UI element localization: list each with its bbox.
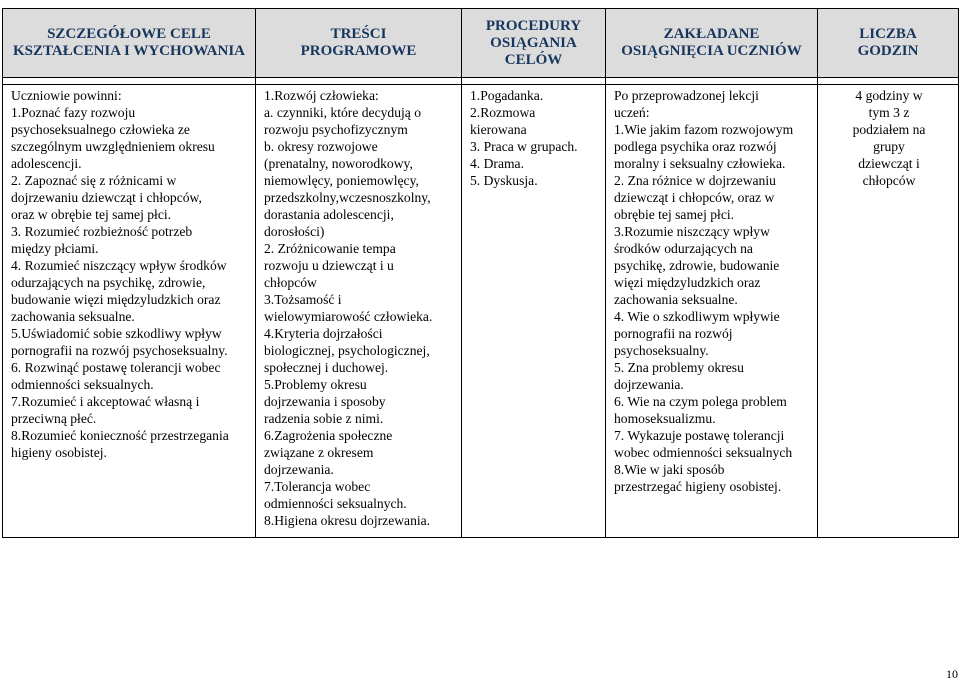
contents-line: dorastania adolescencji, — [264, 207, 394, 222]
header-spacer-row — [3, 78, 959, 85]
contents-line: chłopców — [264, 275, 317, 290]
contents-line: biologicznej, psychologicznej, — [264, 343, 430, 358]
contents-line: 8.Higiena okresu dojrzewania. — [264, 513, 431, 528]
header-line: PROGRAMOWE — [300, 43, 417, 59]
contents-line: (prenatalny, noworodkowy, — [264, 156, 413, 171]
hours-line: 4 godziny w — [855, 88, 923, 103]
outcomes-line: 7. Wykazuje postawę tolerancji — [614, 428, 785, 443]
goals-line: pornografii na rozwój psychoseksualny. — [11, 343, 228, 358]
contents-line: rozwoju psychofizycznym — [264, 122, 408, 137]
contents-line: 3.Tożsamość i — [264, 292, 342, 307]
outcomes-line: 5. Zna problemy okresu — [614, 360, 744, 375]
contents-line: związane z okresem — [264, 445, 374, 460]
outcomes-line: obrębie tej samej płci. — [614, 207, 735, 222]
goals-line: 6. Rozwinąć postawę tolerancji wobec — [11, 360, 221, 375]
outcomes-line: dojrzewania. — [614, 377, 684, 392]
goals-line: adolescencji. — [11, 156, 82, 171]
contents-line: dojrzewania i sposoby — [264, 394, 386, 409]
goals-line: 2. Zapoznać się z różnicami w — [11, 173, 177, 188]
procedures-line: 3. Praca w grupach. — [470, 139, 578, 154]
goals-line: psychoseksualnego człowieka ze — [11, 122, 190, 137]
hours-line: chłopców — [862, 173, 916, 188]
contents-line: niemowlęcy, poniemowlęcy, — [264, 173, 419, 188]
procedures-line: 4. Drama. — [470, 156, 524, 171]
outcomes-line: środków odurzających na — [614, 241, 753, 256]
contents-line: dojrzewania. — [264, 462, 334, 477]
goals-line: szczególnym uwzględnieniem okresu — [11, 139, 215, 154]
contents-line: wielowymiarowość człowieka. — [264, 309, 433, 324]
contents-line: b. okresy rozwojowe — [264, 139, 378, 154]
hours-line: podziałem na — [852, 122, 926, 137]
outcomes-line: 8.Wie w jaki sposób — [614, 462, 725, 477]
outcomes-line: 2. Zna różnice w dojrzewaniu — [614, 173, 776, 188]
outcomes-line: dziewcząt i chłopców, oraz w — [614, 190, 775, 205]
outcomes-line: 1.Wie jakim fazom rozwojowym — [614, 122, 794, 137]
goals-line: 1.Poznać fazy rozwoju — [11, 105, 136, 120]
contents-line: odmienności seksualnych. — [264, 496, 407, 511]
contents-line: 4.Kryteria dojrzałości — [264, 326, 383, 341]
outcomes-line: więzi międzyludzkich oraz — [614, 275, 761, 290]
goals-line: 5.Uświadomić sobie szkodliwy wpływ — [11, 326, 222, 341]
content-row — [3, 85, 959, 538]
header-contents — [256, 9, 462, 78]
header-line: GODZIN — [857, 43, 919, 59]
outcomes-line: zachowania seksualne. — [614, 292, 738, 307]
header-outcomes — [606, 9, 818, 78]
goals-line: 3. Rozumieć rozbieżność potrzeb — [11, 224, 193, 239]
outcomes-line: pornografii na rozwój — [614, 326, 733, 341]
goals-line: 4. Rozumieć niszczący wpływ środków — [11, 258, 227, 273]
header-goals — [3, 9, 256, 78]
goals-cell — [3, 85, 256, 538]
goals-line: 8.Rozumieć konieczność przestrzegania — [11, 428, 229, 443]
goals-line: między płciami. — [11, 241, 99, 256]
contents-line: 7.Tolerancja wobec — [264, 479, 371, 494]
goals-line: zachowania seksualne. — [11, 309, 135, 324]
goals-line: higieny osobistej. — [11, 445, 107, 460]
contents-line: dorosłości) — [264, 224, 325, 239]
header-line: KSZTAŁCENIA I WYCHOWANIA — [13, 43, 245, 59]
procedures-line: 5. Dyskusja. — [470, 173, 538, 188]
outcomes-line: psychoseksualny. — [614, 343, 709, 358]
goals-line: przeciwną płeć. — [11, 411, 97, 426]
goals-line: odmienności seksualnych. — [11, 377, 154, 392]
procedures-line: 1.Pogadanka. — [470, 88, 544, 103]
curriculum-table — [2, 8, 959, 538]
header-line: SZCZEGÓŁOWE CELE — [47, 26, 211, 42]
procedures-cell — [462, 85, 606, 538]
contents-line: przedszkolny,wczesnoszkolny, — [264, 190, 431, 205]
contents-line: 1.Rozwój człowieka: — [264, 88, 379, 103]
contents-line: a. czynniki, które decydują o — [264, 105, 422, 120]
hours-cell — [818, 85, 959, 538]
procedures-line: kierowana — [470, 122, 527, 137]
contents-line: 6.Zagrożenia społeczne — [264, 428, 393, 443]
goals-line: Uczniowie powinni: — [11, 88, 122, 103]
header-line: ZAKŁADANE — [663, 26, 760, 42]
hours-line: dziewcząt i — [858, 156, 920, 171]
goals-line: budowanie więzi międzyludzkich oraz — [11, 292, 221, 307]
contents-line: radzenia sobie z nimi. — [264, 411, 384, 426]
goals-line: dojrzewaniu dziewcząt i chłopców, — [11, 190, 202, 205]
header-line: OSIĄGNIĘCIA UCZNIÓW — [621, 43, 802, 59]
header-line: CELÓW — [504, 51, 563, 68]
outcomes-line: psychikę, zdrowie, budowanie — [614, 258, 780, 273]
outcomes-line: homoseksualizmu. — [614, 411, 716, 426]
header-row — [3, 9, 959, 78]
goals-line: odurzających na psychikę, zdrowie, — [11, 275, 206, 290]
header-line: PROCEDURY — [485, 17, 582, 34]
header-line: LICZBA — [859, 26, 917, 42]
outcomes-line: podlega psychika oraz rozwój — [614, 139, 777, 154]
goals-line: 7.Rozumieć i akceptować własną i — [11, 394, 200, 409]
contents-line: 5.Problemy okresu — [264, 377, 367, 392]
outcomes-line: 3.Rozumie niszczący wpływ — [614, 224, 770, 239]
outcomes-line: wobec odmienności seksualnych — [614, 445, 793, 460]
outcomes-line: 4. Wie o szkodliwym wpływie — [614, 309, 780, 324]
page-number: 10 — [946, 667, 958, 681]
goals-line: oraz w obrębie tej samej płci. — [11, 207, 172, 222]
contents-line: społecznej i duchowej. — [264, 360, 389, 375]
procedures-line: 2.Rozmowa — [470, 105, 536, 120]
outcomes-line: przestrzegać higieny osobistej. — [614, 479, 782, 494]
contents-cell — [256, 85, 462, 538]
contents-line: 2. Zróżnicowanie tempa — [264, 241, 396, 256]
outcomes-line: 6. Wie na czym polega problem — [614, 394, 787, 409]
header-hours — [818, 9, 959, 78]
contents-line: rozwoju u dziewcząt i u — [264, 258, 394, 273]
outcomes-line: Po przeprowadzonej lekcji — [614, 88, 759, 103]
outcomes-cell — [606, 85, 818, 538]
outcomes-line: moralny i seksualny człowieka. — [614, 156, 786, 171]
header-procedures — [462, 9, 606, 78]
hours-line: grupy — [873, 139, 905, 154]
hours-line: tym 3 z — [868, 105, 910, 120]
header-line: TREŚCI — [330, 26, 387, 42]
header-line: OSIĄGANIA — [490, 34, 577, 51]
outcomes-line: uczeń: — [614, 105, 650, 120]
